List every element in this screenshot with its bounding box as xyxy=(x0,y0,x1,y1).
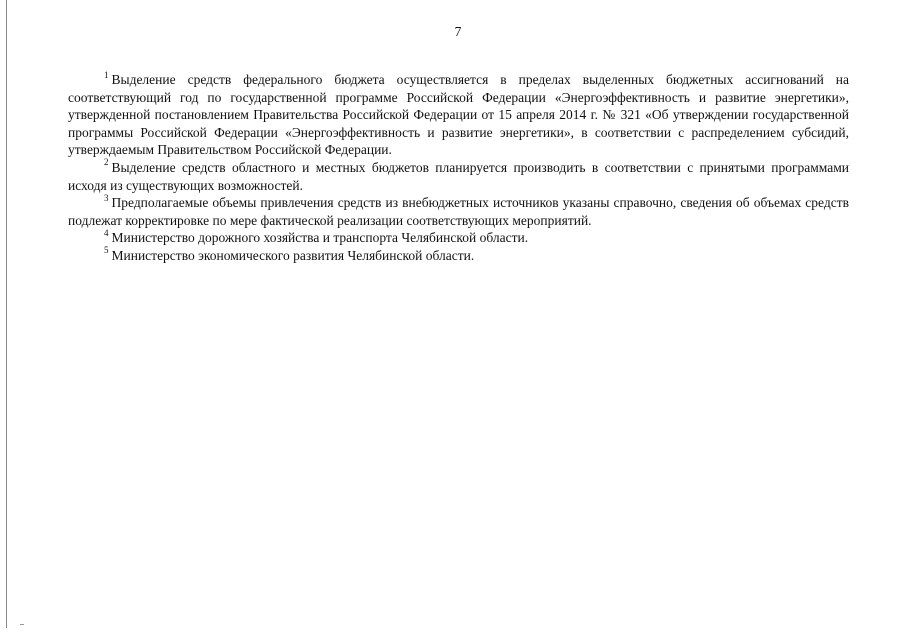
footnote-marker: 4 xyxy=(104,227,109,238)
scan-mark xyxy=(20,624,24,625)
footnote-text: Министерство экономического развития Челябинской области. xyxy=(111,247,475,263)
footnote-4 xyxy=(68,229,849,247)
footnote-text: Предполагаемые объемы привлечения средств из внебюджетных источников указаны справочно, сведения об объемах средств подлежат корректировке по мере фактической реализации соответствующих мероприятий. xyxy=(68,195,849,228)
footnotes-block xyxy=(68,71,849,265)
page-number: 7 xyxy=(454,24,462,39)
footnote-text: Выделение средств федерального бюджета осуществляется в пределах выделенных бюджетных ассигнований на соответствующий год по государственной программе Российской Федерации «Энергоэффективность и развитие энергетики», утвержденной постановлением Правительства Российской Федерации от 15 апреля 2014 г. № 321 «Об утверждении государственной программы Российской Федерации «Энергоэффективность и развитие энергетики», в соответствии с распределением субсидий, утверждаемым Правительством Российской Федерации. xyxy=(68,72,849,158)
footnote-marker: 5 xyxy=(104,245,109,256)
footnote-5 xyxy=(68,247,849,265)
footnote-3 xyxy=(68,194,849,229)
footnote-2 xyxy=(68,159,849,194)
footnote-marker: 3 xyxy=(104,192,109,203)
footnote-text: Министерство дорожного хозяйства и транспорта Челябинской области. xyxy=(111,230,529,246)
page-left-edge-line xyxy=(6,0,7,628)
footnote-1 xyxy=(68,71,849,159)
footnote-text: Выделение средств областного и местных бюджетов планируется производить в соответствии с принятыми программами исходя из существующих возможностей. xyxy=(68,159,849,193)
footnote-marker: 1 xyxy=(104,69,109,80)
footnote-marker: 2 xyxy=(104,157,109,168)
